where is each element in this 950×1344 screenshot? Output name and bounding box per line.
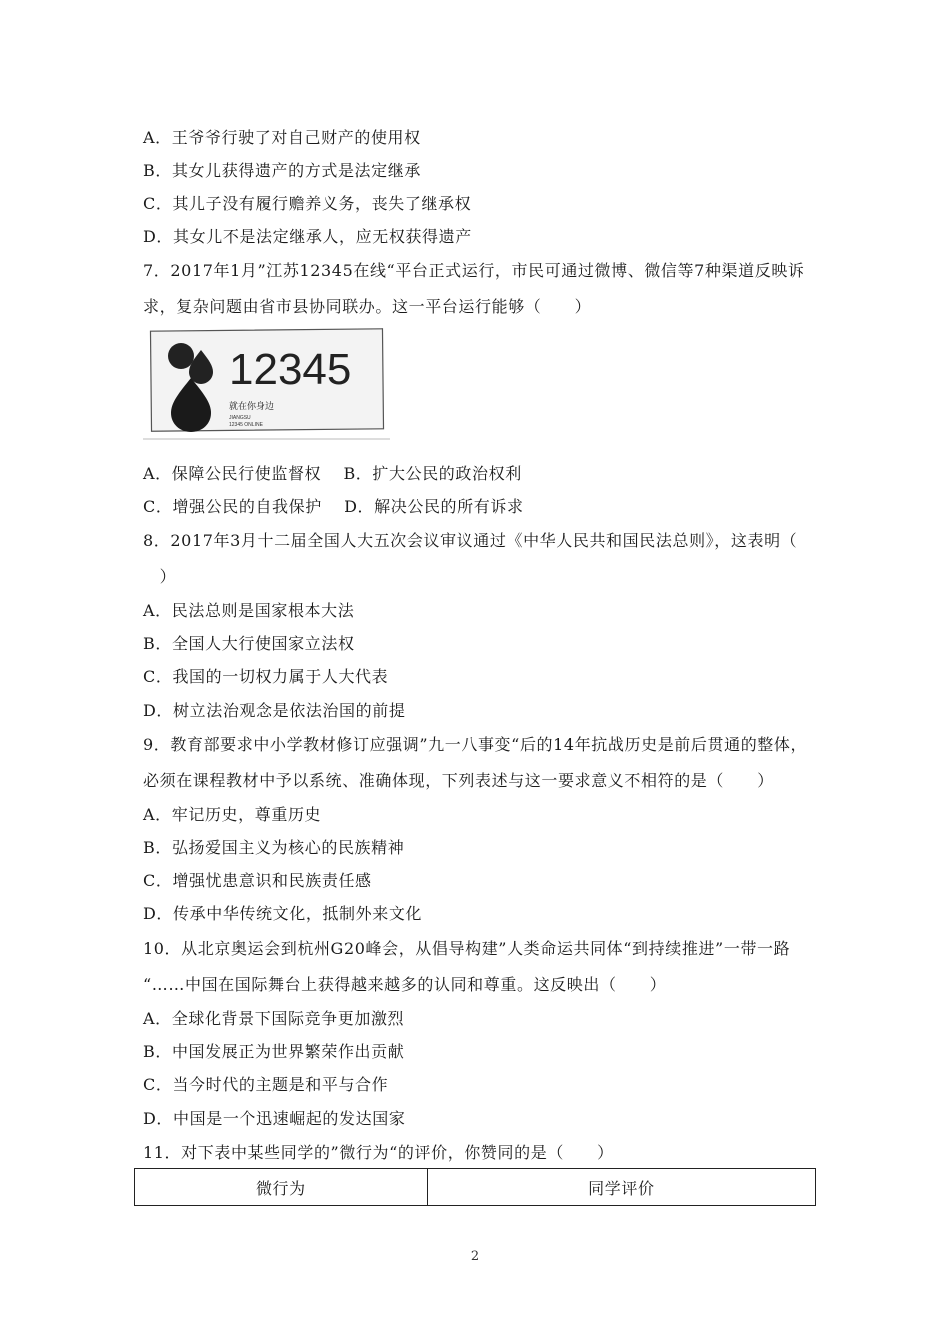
q9-option-c: C．增强忧患意识和民族责任感: [143, 871, 372, 890]
logo-sub2: 12345 ONLINE: [229, 422, 263, 428]
q6-option-b: B．其女儿获得遗产的方式是法定继承: [143, 161, 421, 180]
jiangsu-12345-logo-image: [143, 326, 390, 441]
q10-option-a: A．全球化背景下国际竞争更加激烈: [143, 1009, 405, 1028]
q9-option-d: D．传承中华传统文化，抵制外来文化: [143, 904, 423, 923]
q7-options-row2: C．增强公民的自我保护 D．解决公民的所有诉求: [143, 497, 524, 516]
page-number: 2: [470, 1249, 480, 1264]
q9-option-b: B．弘扬爱国主义为核心的民族精神: [143, 838, 405, 857]
q9-stem-line2: 必须在课程教材中予以系统、准确体现，下列表述与这一要求意义不相符的是（ ）: [143, 771, 774, 790]
logo-slogan: 就在你身边: [229, 402, 275, 412]
q10-stem-line2: “……中国在国际舞台上获得越来越多的认同和尊重。这反映出（ ）: [143, 975, 667, 994]
q9-stem-line1: 9．教育部要求中小学教材修订应强调”九一八事变“后的14年抗战历史是前后贯通的整体，: [143, 735, 808, 754]
q8-stem-line1: 8．2017年3月十二届全国人大五次会议审议通过《中华人民共和国民法总则》，这表明（: [143, 531, 798, 550]
q6-option-d: D．其女儿不是法定继承人，应无权获得遗产: [143, 227, 472, 246]
q8-option-d: D．树立法治观念是依法治国的前提: [143, 701, 406, 720]
logo-number: 12345: [229, 345, 352, 394]
q7-stem-line1: 7．2017年1月”江苏12345在线“平台正式运行，市民可通过微博、微信等7种渠道反映诉: [143, 261, 805, 280]
q10-stem-line1: 10．从北京奥运会到杭州G20峰会，从倡导构建”人类命运共同体“到持续推进”一带一路: [143, 939, 791, 958]
q7-options-row1: A．保障公民行使监督权 B．扩大公民的政治权利: [143, 464, 522, 483]
q7-stem-line2: 求，复杂问题由省市县协同联办。这一平台运行能够（ ）: [143, 297, 592, 316]
q11-table: [134, 1168, 816, 1206]
q8-option-a: A．民法总则是国家根本大法: [143, 601, 355, 620]
table-header-cell: 微行为: [135, 1169, 428, 1206]
q9-option-a: A．牢记历史，尊重历史: [143, 805, 322, 824]
table-header-cell: 同学评价: [427, 1169, 815, 1206]
logo-sub1: JIANGSU: [229, 415, 251, 421]
q8-option-b: B．全国人大行使国家立法权: [143, 634, 355, 653]
q10-option-c: C．当今时代的主题是和平与合作: [143, 1075, 389, 1094]
q6-option-a: A．王爷爷行驶了对自己财产的使用权: [143, 128, 421, 147]
q10-option-b: B．中国发展正为世界繁荣作出贡献: [143, 1042, 405, 1061]
table-header-row: [135, 1169, 816, 1206]
q10-option-d: D．中国是一个迅速崛起的发达国家: [143, 1109, 406, 1128]
q6-option-c: C．其儿子没有履行赡养义务，丧失了继承权: [143, 194, 472, 213]
q11-stem: 11．对下表中某些同学的”微行为“的评价，你赞同的是（ ）: [143, 1143, 614, 1162]
q8-stem-line2: ）: [143, 567, 177, 586]
q8-option-c: C．我国的一切权力属于人大代表: [143, 667, 389, 686]
